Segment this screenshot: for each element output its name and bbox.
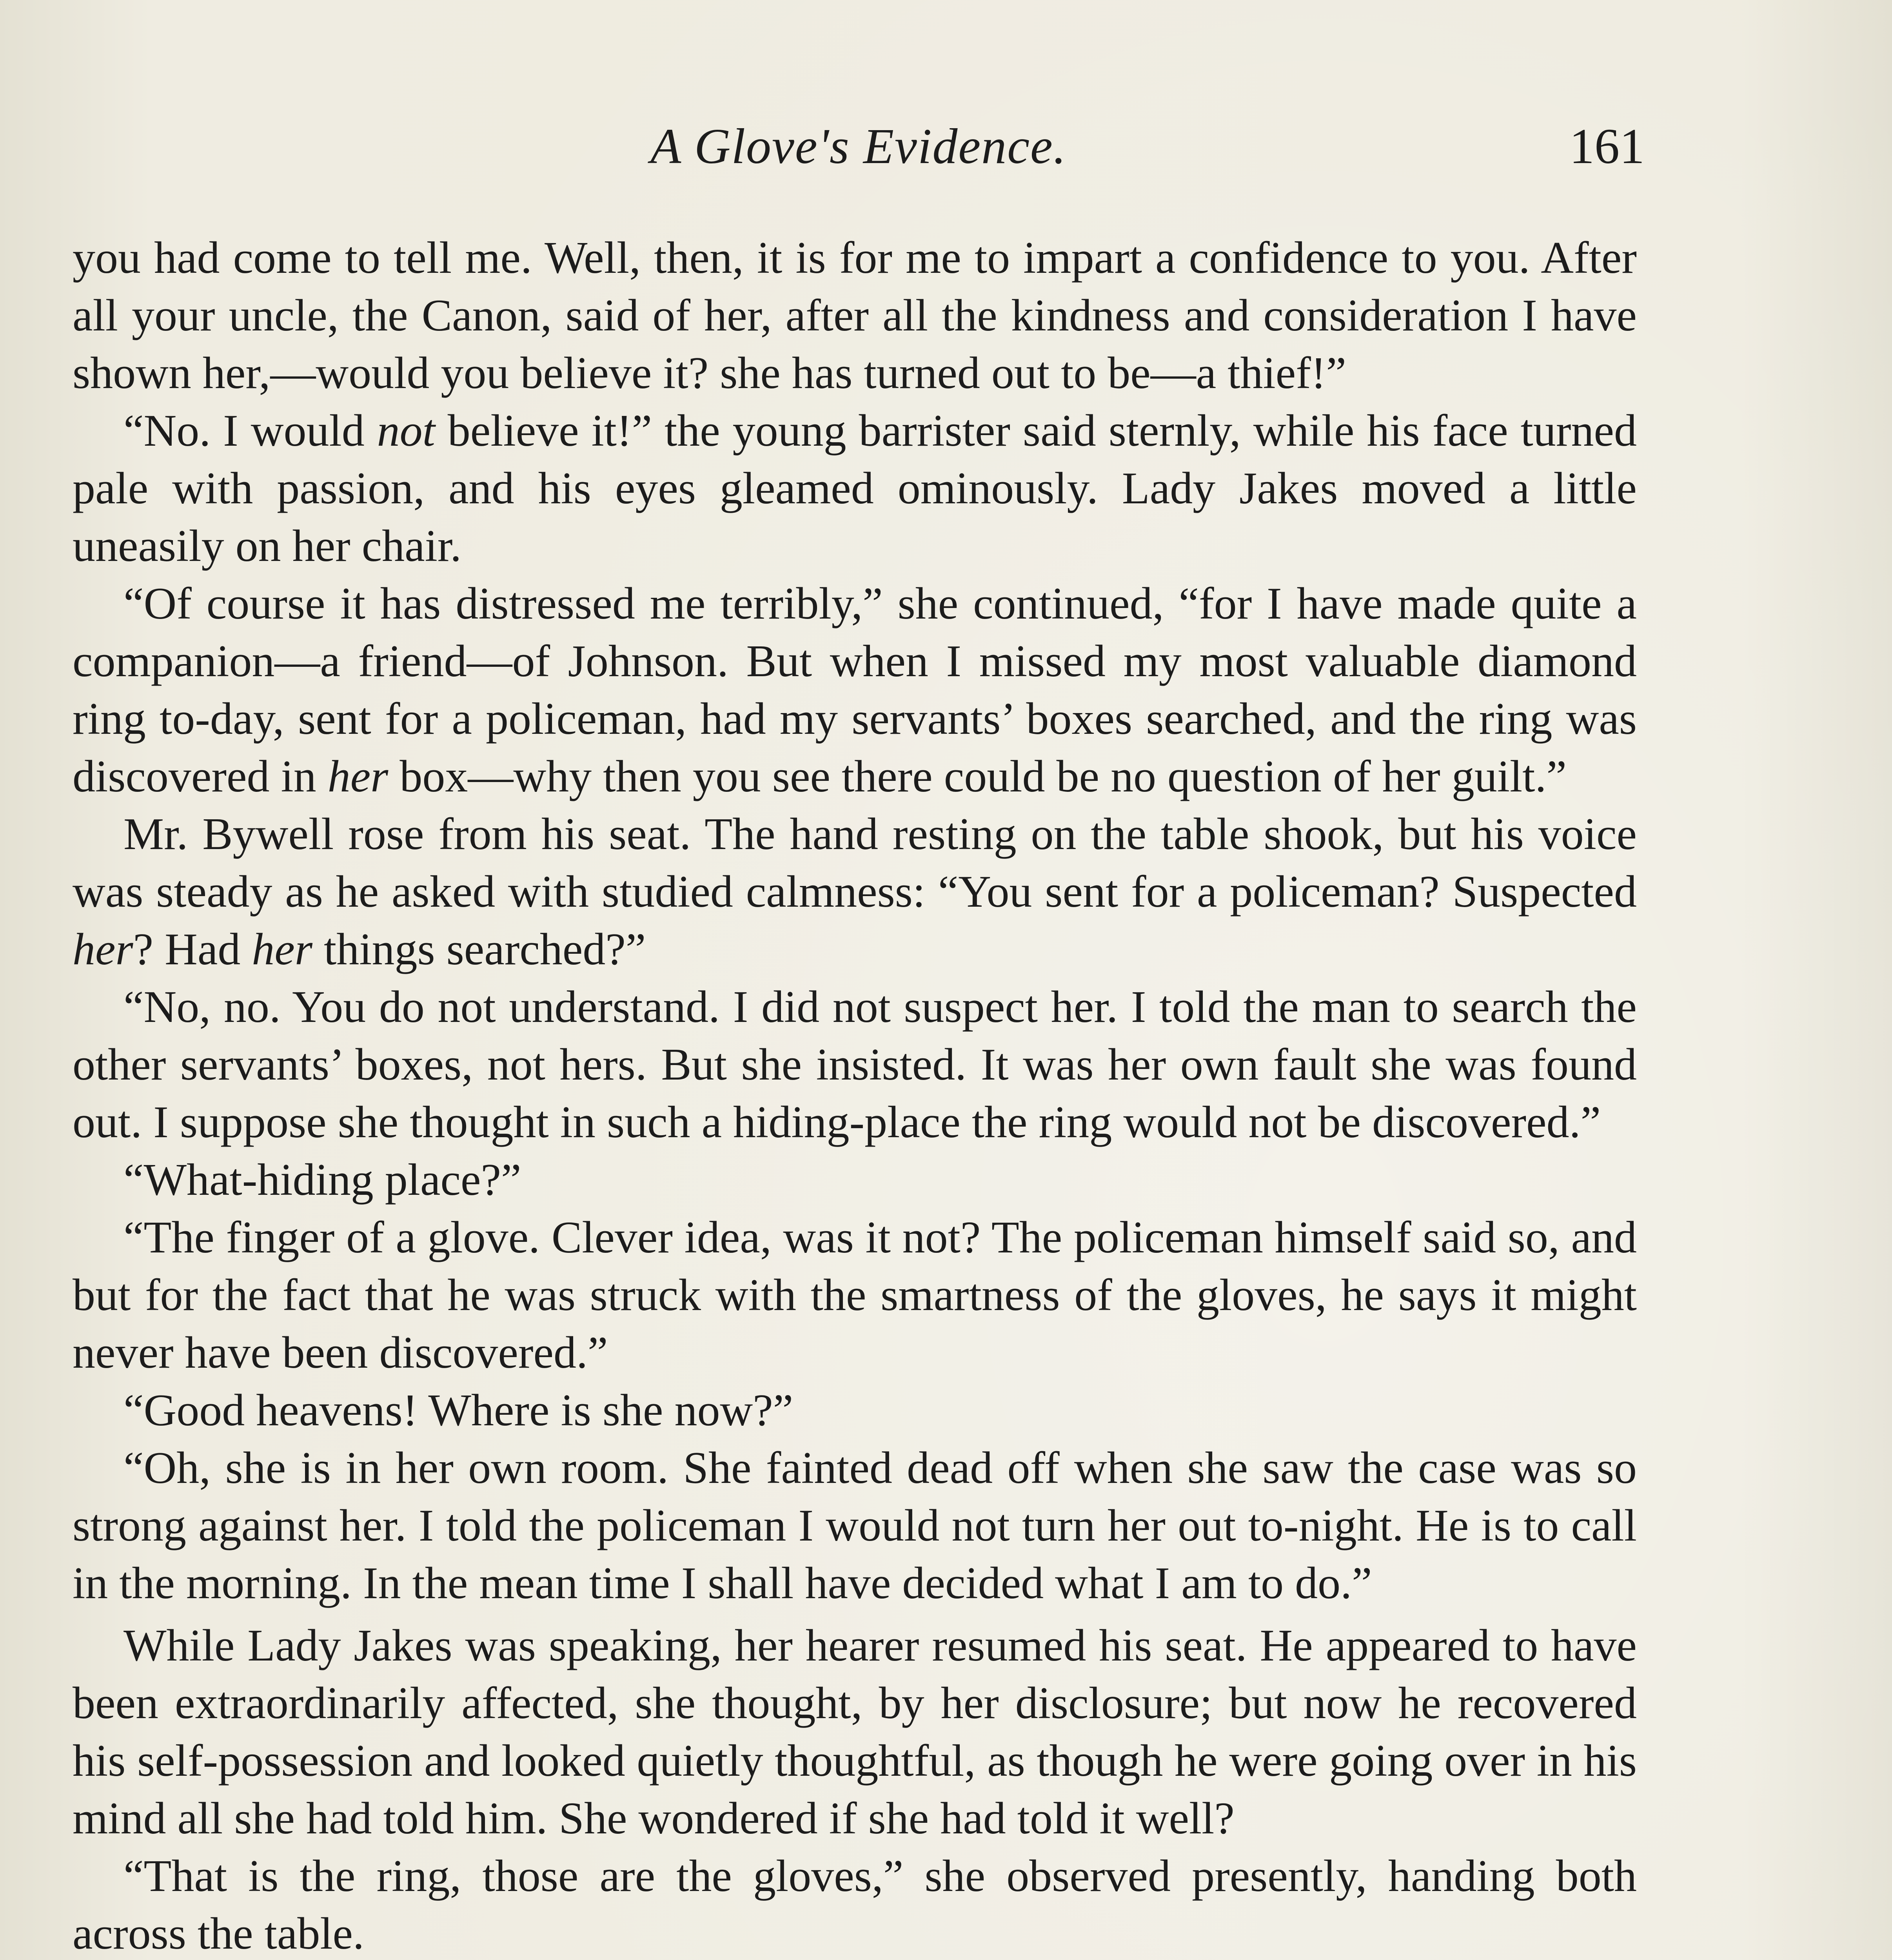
page-header — [73, 118, 1645, 184]
paragraph: “Oh, she is in her own room. She fainted dead off when she saw the case was so strong against her. I told the policeman I would not turn her out to-night. He is to call in the morning. In the mean time I shall have decided what I am to do.” — [73, 1443, 1637, 1608]
italic-emphasis: her — [252, 924, 313, 975]
paragraph: Mr. Bywell rose from his seat. The hand resting on the table shook, but his voice was steady as he asked with studied calmness: “You sent for a policeman? Suspected her? Had her things searched?” — [73, 809, 1637, 975]
body-text — [73, 229, 1637, 1960]
paragraph: While Lady Jakes was speaking, her hearer resumed his seat. He appeared to have been extraordinarily affected, she thought, by her disclosure; but now he recovered his self-possession and looked quietly thoughtful, as though he were going over in his mind all she had told him. She wondered if she had told it well? — [73, 1621, 1637, 1844]
paragraph: you had come to tell me. Well, then, it is for me to impart a confidence to you. After all your uncle, the Canon, said of her, after all the kindness and consideration I have shown her,—would you believe it? she has turned out to be—a thief!” — [73, 233, 1637, 398]
paragraph: “The finger of a glove. Clever idea, was it not? The policeman himself said so, and but for the fact that he was struck with the smartness of the gloves, he says it might never have been discovered.” — [73, 1212, 1637, 1378]
italic-emphasis: her — [327, 751, 389, 802]
running-title: A Glove's Evidence. — [650, 118, 1067, 174]
paragraph: “No, no. You do not understand. I did not suspect her. I told the man to search the other servants’ boxes, not hers. But she insisted. It was her own fault she was found out. I suppose she thought in such a hiding-place the ring would not be discovered.” — [73, 982, 1637, 1147]
paragraph: “That is the ring, those are the gloves,” she observed presently, handing both across the table. — [73, 1851, 1637, 1959]
paragraph: “What-hiding place?” — [123, 1155, 521, 1205]
italic-emphasis: her — [73, 924, 133, 975]
paragraph: “Good heavens! Where is she now?” — [123, 1385, 793, 1436]
paragraph: “No. I would not believe it!” the young barrister said sternly, while his face turned pale with passion, and his eyes gleamed ominously. Lady Jakes moved a little uneasily on her chair. — [73, 406, 1637, 571]
page-number: 161 — [1569, 118, 1645, 174]
paragraph: “Of course it has distressed me terribly,” she continued, “for I have made quite a companion—a friend—of Johnson. But when I missed my most valuable diamond ring to-day, sent for a policeman, had my servants’ boxes searched, and the ring was discovered in her box—why then you see there could be no question of her guilt.” — [73, 579, 1637, 802]
italic-emphasis: not — [377, 406, 435, 456]
